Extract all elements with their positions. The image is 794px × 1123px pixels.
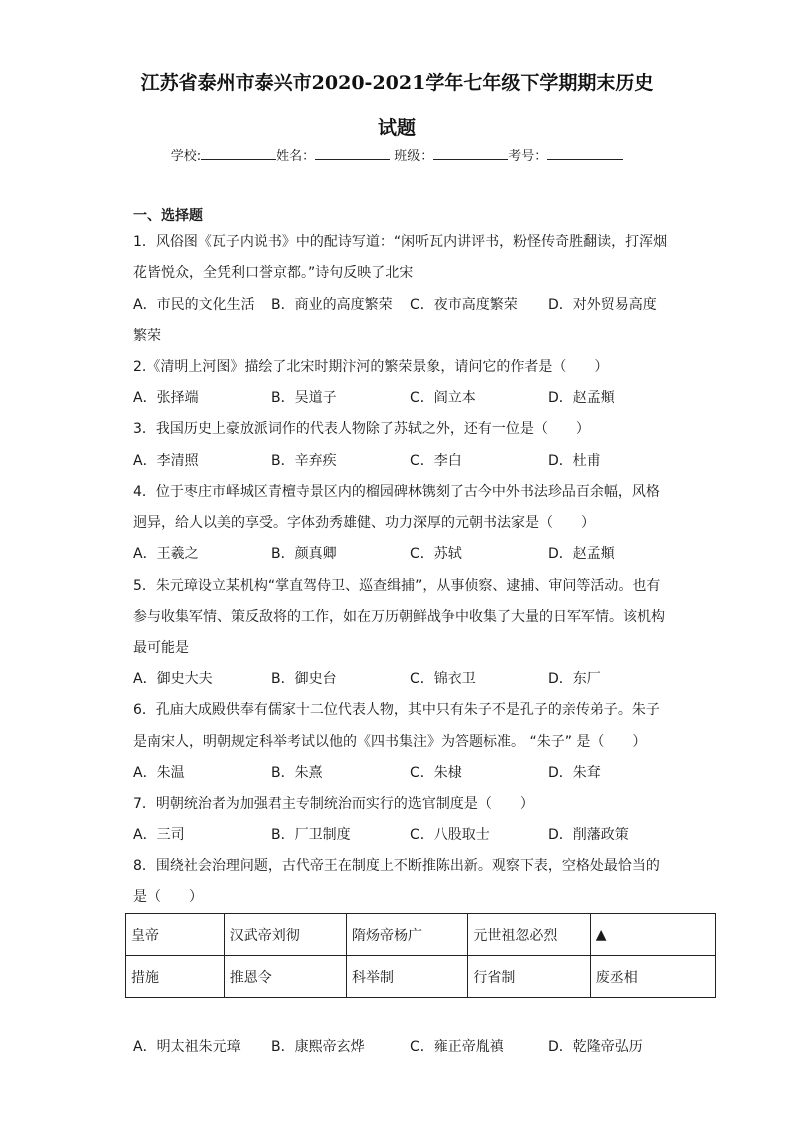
question-2-option-c: C．阎立本 bbox=[410, 390, 476, 406]
question-5-line-2: 参与收集军情、策反敌将的工作，如在万历朝鲜战争中收集了大量的日军军情。该机构 bbox=[133, 609, 665, 625]
question-1-line-2: 花皆悦众，全凭利口誉京都。”诗句反映了北宋 bbox=[133, 265, 414, 281]
school-blank bbox=[201, 145, 276, 160]
question-6-option-a: A．朱温 bbox=[133, 765, 185, 781]
question-2-line-1: 2.《清明上河图》描绘了北宋时期汴河的繁荣景象，请问它的作者是（ ） bbox=[133, 359, 609, 375]
question-5-option-c: C．锦衣卫 bbox=[410, 671, 476, 687]
question-7-option-d: D．削藩政策 bbox=[548, 827, 629, 843]
question-5-option-d: D．东厂 bbox=[548, 671, 601, 687]
question-8-line-2: 是（ ） bbox=[133, 889, 203, 905]
table-cell: 废丞相 bbox=[590, 956, 715, 998]
name-blank bbox=[315, 145, 390, 160]
class-label: 班级： bbox=[394, 149, 434, 164]
table-cell: 隋炀帝杨广 bbox=[347, 914, 468, 956]
question-7-option-c: C．八股取士 bbox=[410, 827, 490, 843]
table-cell: 汉武帝刘彻 bbox=[224, 914, 346, 956]
question-3-option-a: A．李清照 bbox=[133, 453, 199, 469]
question-6-option-b: B．朱熹 bbox=[271, 765, 323, 781]
question-5-options bbox=[133, 669, 693, 689]
question-3-option-c: C．李白 bbox=[410, 453, 462, 469]
question-5-line-3: 最可能是 bbox=[133, 640, 189, 656]
emperor-measures-table bbox=[125, 913, 716, 998]
question-4-line-2: 迥异，给人以美的享受。字体劲秀雄健、功力深厚的元朝书法家是（ ） bbox=[133, 515, 595, 531]
question-3-options bbox=[133, 451, 693, 471]
question-8-options bbox=[133, 1037, 693, 1057]
question-8-option-b: B．康熙帝玄烨 bbox=[271, 1039, 365, 1055]
question-6-line-1: 6．孔庙大成殿供奉有儒家十二位代表人物，其中只有朱子不是孔子的亲传弟子。朱子 bbox=[133, 702, 660, 718]
school-label: 学校: bbox=[170, 149, 202, 164]
question-6-option-c: C．朱棣 bbox=[410, 765, 462, 781]
name-label: 姓名： bbox=[276, 149, 316, 164]
question-4-options bbox=[133, 544, 693, 564]
exam-no-label: 考号： bbox=[508, 149, 548, 164]
question-6-line-2: 是南宋人，明朝规定科举考试以他的《四书集注》为答题标准。 “朱子” 是（ ） bbox=[133, 734, 647, 750]
question-2-options bbox=[133, 388, 693, 408]
table-row bbox=[126, 956, 716, 998]
question-4-option-b: B．颜真卿 bbox=[271, 546, 337, 562]
table-cell: 元世祖忽必烈 bbox=[468, 914, 590, 956]
question-4-option-d: D．赵孟頫 bbox=[548, 546, 615, 562]
table-row bbox=[126, 914, 716, 956]
question-7-option-b: B．厂卫制度 bbox=[271, 827, 351, 843]
question-4-line-1: 4．位于枣庄市峄城区青檀寺景区内的榴园碑林镌刻了古今中外书法珍品百余幅，风格 bbox=[133, 484, 660, 500]
question-7-options bbox=[133, 825, 693, 845]
question-4-option-a: A．王羲之 bbox=[133, 546, 199, 562]
class-blank bbox=[433, 145, 508, 160]
question-5-line-1: 5．朱元璋设立某机构“掌直驾侍卫、巡查缉捕”，从事侦察、逮捕、审问等活动。也有 bbox=[133, 578, 661, 594]
question-2-option-a: A．张择端 bbox=[133, 390, 199, 406]
question-4-option-c: C．苏轼 bbox=[410, 546, 462, 562]
table-cell: 行省制 bbox=[468, 956, 590, 998]
exam-title-line-2: 试题 bbox=[377, 117, 416, 139]
section-title: 一、选择题 bbox=[133, 208, 203, 224]
table-cell: 措施 bbox=[126, 956, 225, 998]
question-2-option-b: B．吴道子 bbox=[271, 390, 337, 406]
question-1-option-d-tail: 繁荣 bbox=[133, 328, 161, 344]
exam-title-line-1: 江苏省泰州市泰兴市2020-2021学年七年级下学期期末历史 bbox=[140, 72, 654, 94]
question-6-option-d: D．朱耷 bbox=[548, 765, 601, 781]
question-1-line-1: 1．风俗图《瓦子内说书》中的配诗写道：“闲听瓦内讲评书，粉怪传奇胜翻读，打浑烟 bbox=[133, 234, 668, 250]
question-8-line-1: 8．围绕社会治理问题，古代帝王在制度上不断推陈出新。观察下表，空格处最恰当的 bbox=[133, 858, 660, 874]
question-3-line-1: 3．我国历史上豪放派词作的代表人物除了苏轼之外，还有一位是（ ） bbox=[133, 421, 590, 437]
question-8-option-d: D．乾隆帝弘历 bbox=[548, 1039, 643, 1055]
question-3-option-b: B．辛弃疾 bbox=[271, 453, 337, 469]
question-5-option-a: A．御史大夫 bbox=[133, 671, 213, 687]
question-1-option-b: B．商业的高度繁荣 bbox=[271, 297, 393, 313]
question-2-option-d: D．赵孟頫 bbox=[548, 390, 615, 406]
question-7-line-1: 7．明朝统治者为加强君主专制统治而实行的选官制度是（ ） bbox=[133, 796, 534, 812]
student-info-row bbox=[0, 145, 794, 166]
question-1-option-a: A．市民的文化生活 bbox=[133, 297, 255, 313]
question-7-option-a: A．三司 bbox=[133, 827, 185, 843]
question-6-options bbox=[133, 763, 693, 783]
table-cell-blank-marker: ▲ bbox=[590, 914, 715, 956]
question-3-option-d: D．杜甫 bbox=[548, 453, 601, 469]
question-1-option-d: D．对外贸易高度 bbox=[548, 297, 657, 313]
exam-no-blank bbox=[547, 145, 623, 160]
question-8-option-c: C．雍正帝胤禛 bbox=[410, 1039, 504, 1055]
table-cell: 皇帝 bbox=[126, 914, 225, 956]
table-cell: 推恩令 bbox=[224, 956, 346, 998]
question-1-options bbox=[133, 295, 693, 315]
table-cell: 科举制 bbox=[347, 956, 468, 998]
question-1-option-c: C．夜市高度繁荣 bbox=[410, 297, 518, 313]
question-5-option-b: B．御史台 bbox=[271, 671, 337, 687]
question-8-option-a: A．明太祖朱元璋 bbox=[133, 1039, 241, 1055]
